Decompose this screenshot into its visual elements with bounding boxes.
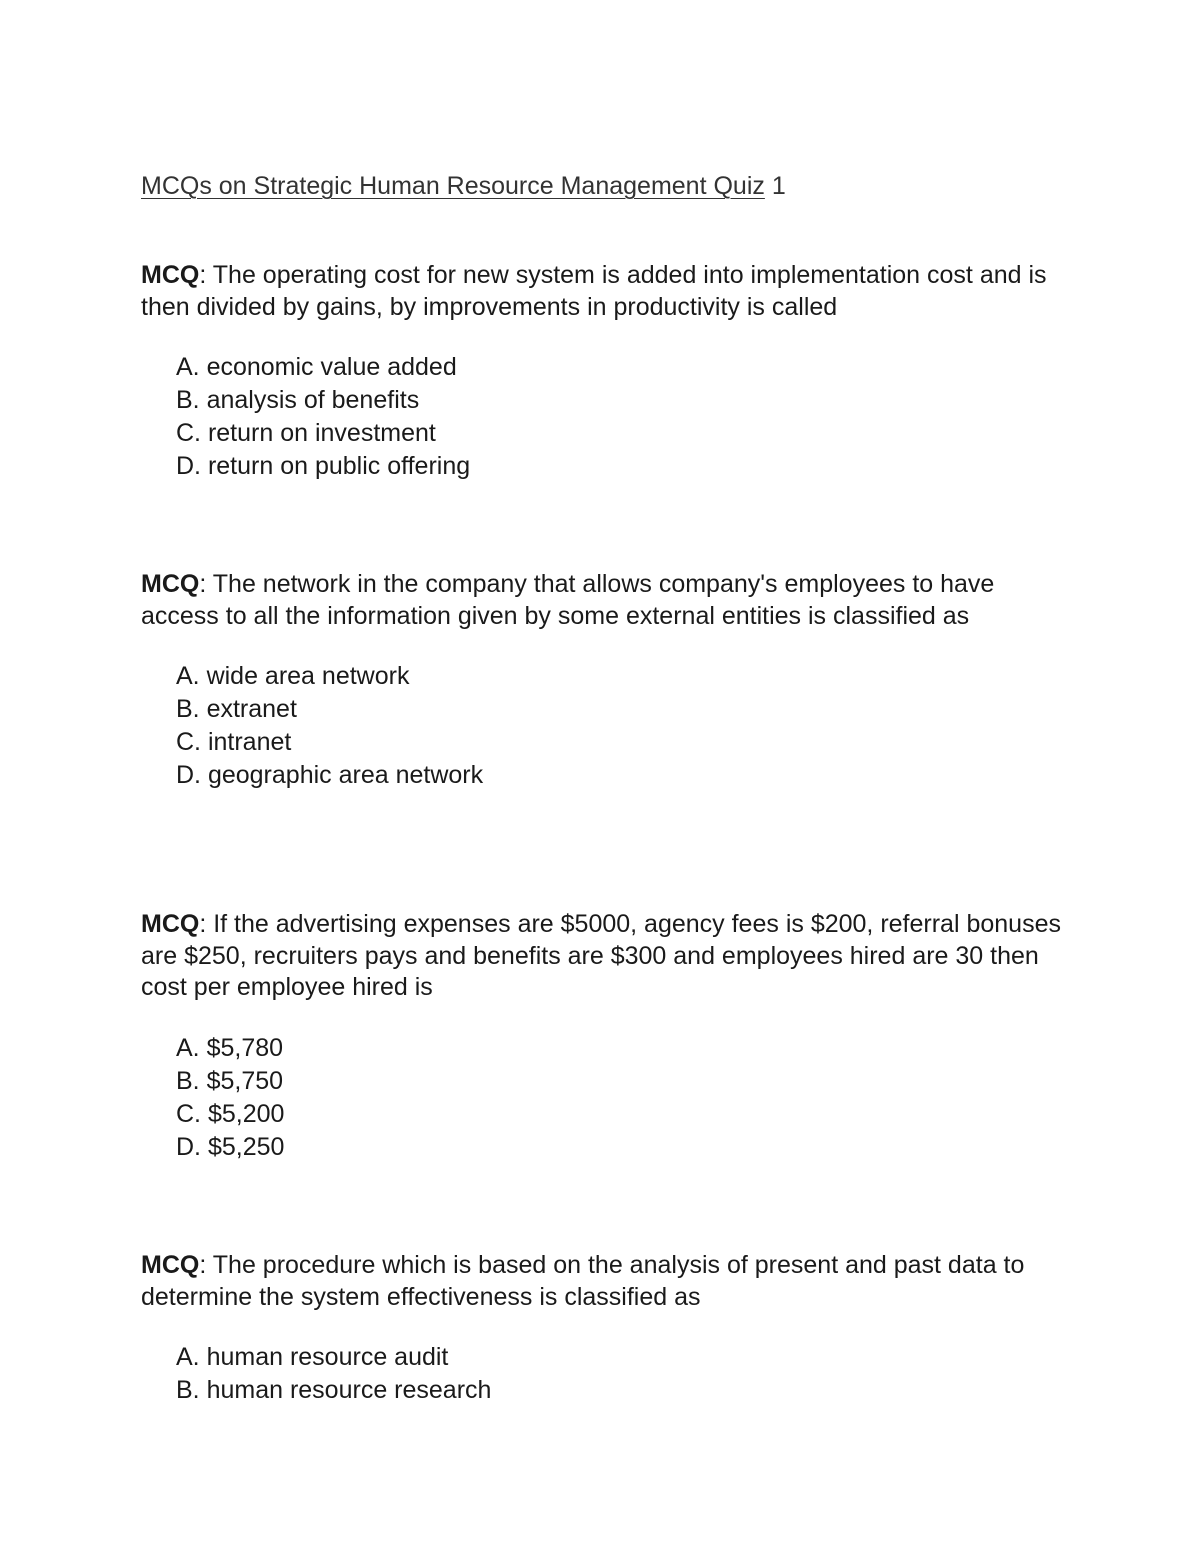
option-b: B. $5,750 [176,1066,284,1095]
question-2 [141,569,1071,792]
option-c: C. intranet [176,728,292,756]
option-d: D. $5,250 [176,1132,285,1161]
mcq-label: MCQ [141,910,200,938]
question-stem [141,1250,1071,1313]
option-c: C. $5,200 [176,1099,285,1128]
question-1 [141,260,1071,483]
mcq-label: MCQ [141,570,200,598]
answer-options [141,351,1071,483]
question-4 [141,1250,1071,1407]
option-d: D. return on public offering [176,452,471,480]
option-b: B. human resource research [176,1376,492,1404]
mcq-label: MCQ [141,261,200,289]
option-c: C. return on investment [176,419,436,447]
question-3 [141,909,1071,1164]
question-stem [141,260,1071,323]
answer-options [141,1341,1071,1407]
question-text: : The network in the company that allows company's employees to have access to all the information given by some external entities is classified as [141,570,995,630]
mcq-label: MCQ [141,1251,200,1279]
option-b: B. extranet [176,695,297,723]
option-a: A. wide area network [176,662,410,690]
question-text: : The procedure which is based on the analysis of present and past data to determine the system effectiveness is classified as [141,1251,1025,1311]
question-stem [141,569,1071,632]
option-a: A. economic value added [176,353,457,381]
question-stem [141,909,1071,1004]
option-a: A. $5,780 [176,1033,284,1062]
answer-options [141,660,1071,792]
title-suffix: 1 [764,172,786,200]
option-a: A. human resource audit [176,1343,449,1371]
answer-options [141,1032,1071,1164]
question-text: : The operating cost for new system is added into implementation cost and is then divided by gains, by improvements in productivity is called [141,261,1047,321]
option-d: D. geographic area network [176,761,484,789]
page-title [141,170,786,202]
question-text: : If the advertising expenses are $5000, agency fees is $200, referral bonuses are $250, recruiters pays and benefits are $300 and employees hired are 30 then cost per employee hired is [141,910,1061,1001]
title-main: MCQs on Strategic Human Resource Management Quiz [141,172,765,200]
option-b: B. analysis of benefits [176,386,420,414]
